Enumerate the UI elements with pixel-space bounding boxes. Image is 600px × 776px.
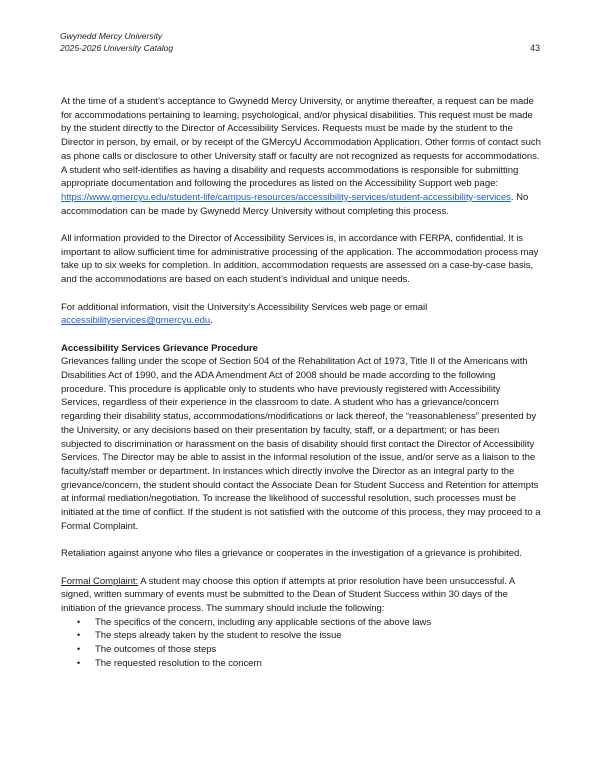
paragraph-text: A student may choose this option if attempts at prior resolution have been unsuccessful. A signed, written summary of events must be submitted to the Dean of Student Success within 30 days of the initiation of the grievance process. The summary should include the following: bbox=[61, 575, 515, 614]
confidentiality-paragraph: All information provided to the Director of Accessibility Services is, in accordance with FERPA, confidential. It is important to allow sufficient time for administrative processing of the application. The accommodation process may take up to six weeks for completion. In addition, accommodation requests are assessed on a case-by-case basis, and the accommodations are based on each student’s individual and unique needs. bbox=[61, 233, 539, 286]
accessibility-email-link[interactable]: accessibilityservices@gmercyu.edu bbox=[61, 315, 211, 327]
formal-complaint-label: Formal Complaint: bbox=[61, 575, 139, 587]
accessibility-support-link[interactable]: https://www.gmercyu.edu/student-life/campus-resources/accessibility-services/student-accessibility-services bbox=[61, 191, 511, 203]
list-item bbox=[61, 616, 541, 630]
bullet-icon: • bbox=[77, 644, 81, 655]
additional-info-paragraph bbox=[61, 301, 541, 328]
running-header bbox=[60, 30, 540, 54]
list-item bbox=[61, 629, 541, 643]
header-university-name: Gwynedd Mercy University bbox=[60, 31, 163, 41]
bullet-icon: • bbox=[77, 630, 81, 641]
accommodation-request-paragraph bbox=[61, 95, 541, 218]
paragraph-text: At the time of a student’s acceptance to Gwynedd Mercy University, or anytime thereafter, a request can be made for accommodations pertaining to learning, psychological, and/or physical disabilities. This request must be made by the student directly to the Director of Accessibility Services. Requests must be made by the student to the Director in person, by email, or by receipt of the GMercyU Accommodation Application. Other forms of contact such as phone calls or disclosure to other University staff or faculty are not recognized as requests for accommodations. A student who self-identifies as having a disability and requests accommodations is responsible for submitting appropriate documentation and following the procedures as listed on the Accessibility Support web page: bbox=[61, 96, 541, 190]
list-item-text: The specifics of the concern, including any applicable sections of the above laws bbox=[95, 616, 432, 628]
formal-complaint-paragraph bbox=[61, 575, 541, 616]
page-number: 43 bbox=[530, 43, 540, 53]
summary-requirements-list bbox=[61, 616, 541, 671]
header-catalog-title: 2025-2026 University Catalog bbox=[60, 43, 174, 53]
list-item bbox=[61, 657, 541, 671]
grievance-procedure-heading: Accessibility Services Grievance Procedure bbox=[61, 342, 258, 354]
list-item-text: The steps already taken by the student to resolve the issue bbox=[95, 630, 342, 642]
grievance-procedure-paragraph: Grievances falling under the scope of Section 504 of the Rehabilitation Act of 1973, Title II of the Americans with Disabilities Act of 1990, and the ADA Amendment Act of 2008 should be made according to the following procedure. This procedure is applicable only to students who have previously registered with Accessibility Services, regardless of their experience in the classroom to date. A student who has a grievance/concern regarding their disability status, accommodations/modifications or lack thereof, the “reasonableness” presented by the University, or any decisions based on their presentation by faculty, staff, or a department; or has been subjected to discrimination or harassment on the basis of disability should first contact the Director of Accessibility Services. The Director may be able to assist in the informal resolution of the issue, and/or serve as a liaison to the faculty/staff member or department. In instances which directly involve the Director as an integral party to the grievance/concern, the student should contact the Associate Dean for Student Success and Retention for attempts at informal mediation/negotiation. To increase the likelihood of successful resolution, such processes must be initiated at the time of conflict. If the student is not satisfied with the outcome of this process, they may proceed to a Formal Complaint. bbox=[61, 356, 541, 532]
list-item-text: The requested resolution to the concern bbox=[95, 657, 262, 669]
page-body bbox=[61, 95, 541, 670]
retaliation-paragraph: Retaliation against anyone who files a grievance or cooperates in the investigation of a grievance is prohibited. bbox=[61, 548, 522, 560]
paragraph-text: For additional information, visit the University’s Accessibility Services web page or email bbox=[61, 301, 428, 313]
list-item bbox=[61, 643, 541, 657]
list-item-text: The outcomes of those steps bbox=[95, 644, 217, 656]
bullet-icon: • bbox=[77, 616, 81, 627]
paragraph-text: . No accommodation can be made by Gwynedd Mercy University without completing this process. bbox=[61, 191, 529, 217]
bullet-icon: • bbox=[77, 657, 81, 668]
paragraph-text: . bbox=[210, 315, 213, 327]
